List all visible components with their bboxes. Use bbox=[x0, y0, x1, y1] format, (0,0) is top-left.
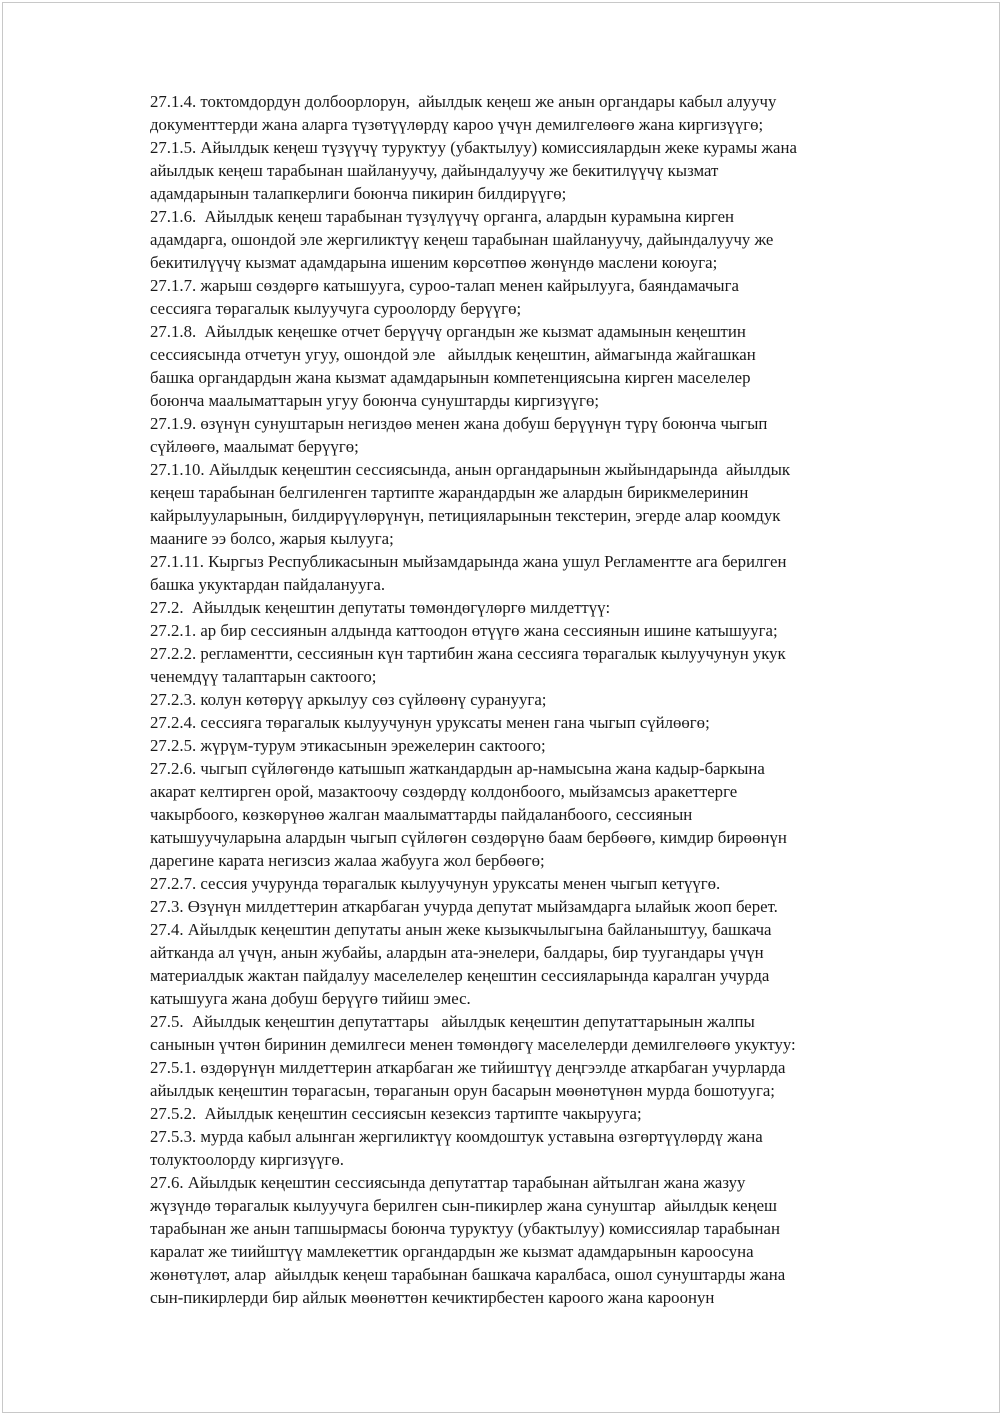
text-line: кайрылууларынын, билдирүүлөрүнүн, петицияларынын текстерин, эгерде алар коомдук bbox=[150, 506, 781, 525]
text-line: 27.1.4. токтомдордун долбоорлорун, айылдык кеңеш же анын органдары кабыл алуучу bbox=[150, 92, 777, 111]
text-line: 27.1.8. Айылдык кеңешке отчет берүүчү органдын же кызмат адамынын кеңештин bbox=[150, 322, 746, 341]
text-line: 27.1.9. өзүнүн сунуштарын негиздөө менен жана добуш берүүнүн түрү боюнча чыгып bbox=[150, 414, 768, 433]
text-line: бекитилүүчү кызмат адамдарына ишеним көрсөтпөө жөнүндө маслени коюуга; bbox=[150, 253, 718, 272]
text-line: боюнча маалыматтарын угуу боюнча сунуштарды киргизүүгө; bbox=[150, 391, 599, 410]
text-line: 27.5.2. Айылдык кеңештин сессиясын кезексиз тартипте чакырууга; bbox=[150, 1104, 642, 1123]
text-line: 27.2. Айылдык кеңештин депутаты төмөндөгүлөргө милдеттүү: bbox=[150, 598, 611, 617]
text-line: сессиясында отчетун угуу, ошондой эле айылдык кеңештин, аймагында жайгашкан bbox=[150, 345, 756, 364]
text-line: айылдык кеңеш тарабынан шайлануучу, дайындалуучу же бекитилүүчү кызмат bbox=[150, 161, 719, 180]
text-line: 27.1.7. жарыш сөздөргө катышууга, суроо-талап менен кайрылууга, баяндамачыга bbox=[150, 276, 739, 295]
text-line: айтканда ал үчүн, анын жубайы, алардын ата-энелери, балдары, бир туугандары үчүн bbox=[150, 943, 764, 962]
text-line: сүйлөөгө, маалымат берүүгө; bbox=[150, 437, 359, 456]
text-line: башка органдардын жана кызмат адамдарынын компетенциясына кирген маселелер bbox=[150, 368, 751, 387]
text-line: 27.2.1. ар бир сессиянын алдында каттоодон өтүүгө жана сессиянын ишине катышууга; bbox=[150, 621, 778, 640]
text-line: 27.1.10. Айылдык кеңештин сессиясында, анын органдарынын жыйындарында айылдык bbox=[150, 460, 791, 479]
text-line: сессияга төрагалык кылуучуга суроолорду берүүгө; bbox=[150, 299, 522, 318]
text-line: материалдык жактан пайдалуу маселелелер кеңештин сессияларында каралган учурда bbox=[150, 966, 770, 985]
text-line: документтерди жана аларга түзөтүүлөрдү кароо үчүн демилгелөөгө жана киргизүүгө; bbox=[150, 115, 764, 134]
text-line: чакырбоого, көзкөрүнөө жалган маалыматтарды пайдаланбоого, сессиянын bbox=[150, 805, 693, 824]
text-line: сын-пикирлерди бир айлык мөөнөттөн кечиктирбестен кароого жана кароонун bbox=[150, 1288, 715, 1307]
text-line: 27.6. Айылдык кеңештин сессиясында депутаттар тарабынан айтылган жана жазуу bbox=[150, 1173, 746, 1192]
text-line: 27.3. Өзүнүн милдеттерин аткарбаган учурда депутат мыйзамдарга ылайык жооп берет. bbox=[150, 897, 778, 916]
text-line: толуктоолорду киргизүүгө. bbox=[150, 1150, 344, 1169]
text-line: 27.2.7. сессия учурунда төрагалык кылуучунун уруксаты менен чыгып кетүүгө. bbox=[150, 874, 721, 893]
document-page bbox=[2, 2, 1000, 1413]
text-line: 27.1.11. Кыргыз Республикасынын мыйзамдарында жана ушул Регламентте ага берилген bbox=[150, 552, 787, 571]
document-body bbox=[150, 90, 940, 1309]
text-line: ченемдүү талаптарын сактоого; bbox=[150, 667, 377, 686]
text-line: катышуучуларына алардын чыгып сүйлөгөн сөздөрүнө баам бербөөгө, кимдир бирөөнүн bbox=[150, 828, 787, 847]
text-line: жүзүндө төрагалык кылуучуга берилген сын-пикирлер жана сунуштар айылдык кеңеш bbox=[150, 1196, 777, 1215]
text-line: айылдык кеңештин төрагасын, төраганын орун басарын мөөнөтүнөн мурда бошотууга; bbox=[150, 1081, 775, 1100]
text-line: 27.2.5. жүрүм-турум этикасынын эрежелерин сактоого; bbox=[150, 736, 546, 755]
text-line: дарегине карата негизсиз жалаа жабууга жол бербөөгө; bbox=[150, 851, 545, 870]
text-line: 27.2.3. колун көтөрүү аркылуу сөз сүйлөөнү сурануугa; bbox=[150, 690, 547, 709]
text-line: акарат келтирген орой, мазактоочу сөздөрдү колдонбоого, мыйзамсыз аракеттерге bbox=[150, 782, 738, 801]
text-line: жөнөтүлөт, алар айылдык кеңеш тарабынан башкача каралбаса, ошол сунуштарды жана bbox=[150, 1265, 786, 1284]
text-line: 27.2.2. регламентти, сессиянын күн тартибин жана сессияга төрагалык кылуучунун укук bbox=[150, 644, 786, 663]
text-line: мааниге ээ болсо, жарыя кылууга; bbox=[150, 529, 394, 548]
text-line: тарабынан же анын тапшырмасы боюнча туруктуу (убактылуу) комиссиялар тарабынан bbox=[150, 1219, 780, 1238]
text-line: санынын үчтөн биринин демилгеси менен төмөндөгү маселелерди демилгелөөгө укуктуу: bbox=[150, 1035, 796, 1054]
text-line: катышууга жана добуш берүүгө тийиш эмес. bbox=[150, 989, 471, 1008]
text-line: 27.5. Айылдык кеңештин депутаттары айылдык кеңештин депутаттарынын жалпы bbox=[150, 1012, 755, 1031]
text-line: 27.4. Айылдык кеңештин депутаты анын жеке кызыкчылыгына байланыштуу, башкача bbox=[150, 920, 772, 939]
text-line: 27.5.1. өздөрүнүн милдеттерин аткарбаган же тийиштүү деңгээлде аткарбаган учурларда bbox=[150, 1058, 786, 1077]
text-line: адамдарга, ошондой эле жергиликтүү кеңеш тарабынан шайлануучу, дайындалуучу же bbox=[150, 230, 774, 249]
text-line: кеңеш тарабынан белгиленген тартипте жарандардын же алардын бирикмелеринин bbox=[150, 483, 749, 502]
text-line: каралат же тиийштүү мамлекеттик органдардын же кызмат адамдарынын кароосуна bbox=[150, 1242, 754, 1261]
text-line: 27.2.6. чыгып сүйлөгөндө катышып жаткандардын ар-намысына жана кадыр-баркына bbox=[150, 759, 765, 778]
text-line: 27.1.5. Айылдык кеңеш түзүүчү туруктуу (убактылуу) комиссиялардын жеке курамы жана bbox=[150, 138, 797, 157]
text-line: 27.2.4. сессияга төрагалык кылуучунун уруксаты менен гана чыгып сүйлөөгө; bbox=[150, 713, 710, 732]
text-line: 27.5.3. мурда кабыл алынган жергиликтүү коомдоштук уставына өзгөртүүлөрдү жана bbox=[150, 1127, 763, 1146]
text-line: адамдарынын талапкерлиги боюнча пикирин билдирүүгө; bbox=[150, 184, 567, 203]
text-line: 27.1.6. Айылдык кеңеш тарабынан түзүлүүчү органга, алардын курамына кирген bbox=[150, 207, 735, 226]
text-line: башка укуктардан пайдаланууга. bbox=[150, 575, 386, 594]
